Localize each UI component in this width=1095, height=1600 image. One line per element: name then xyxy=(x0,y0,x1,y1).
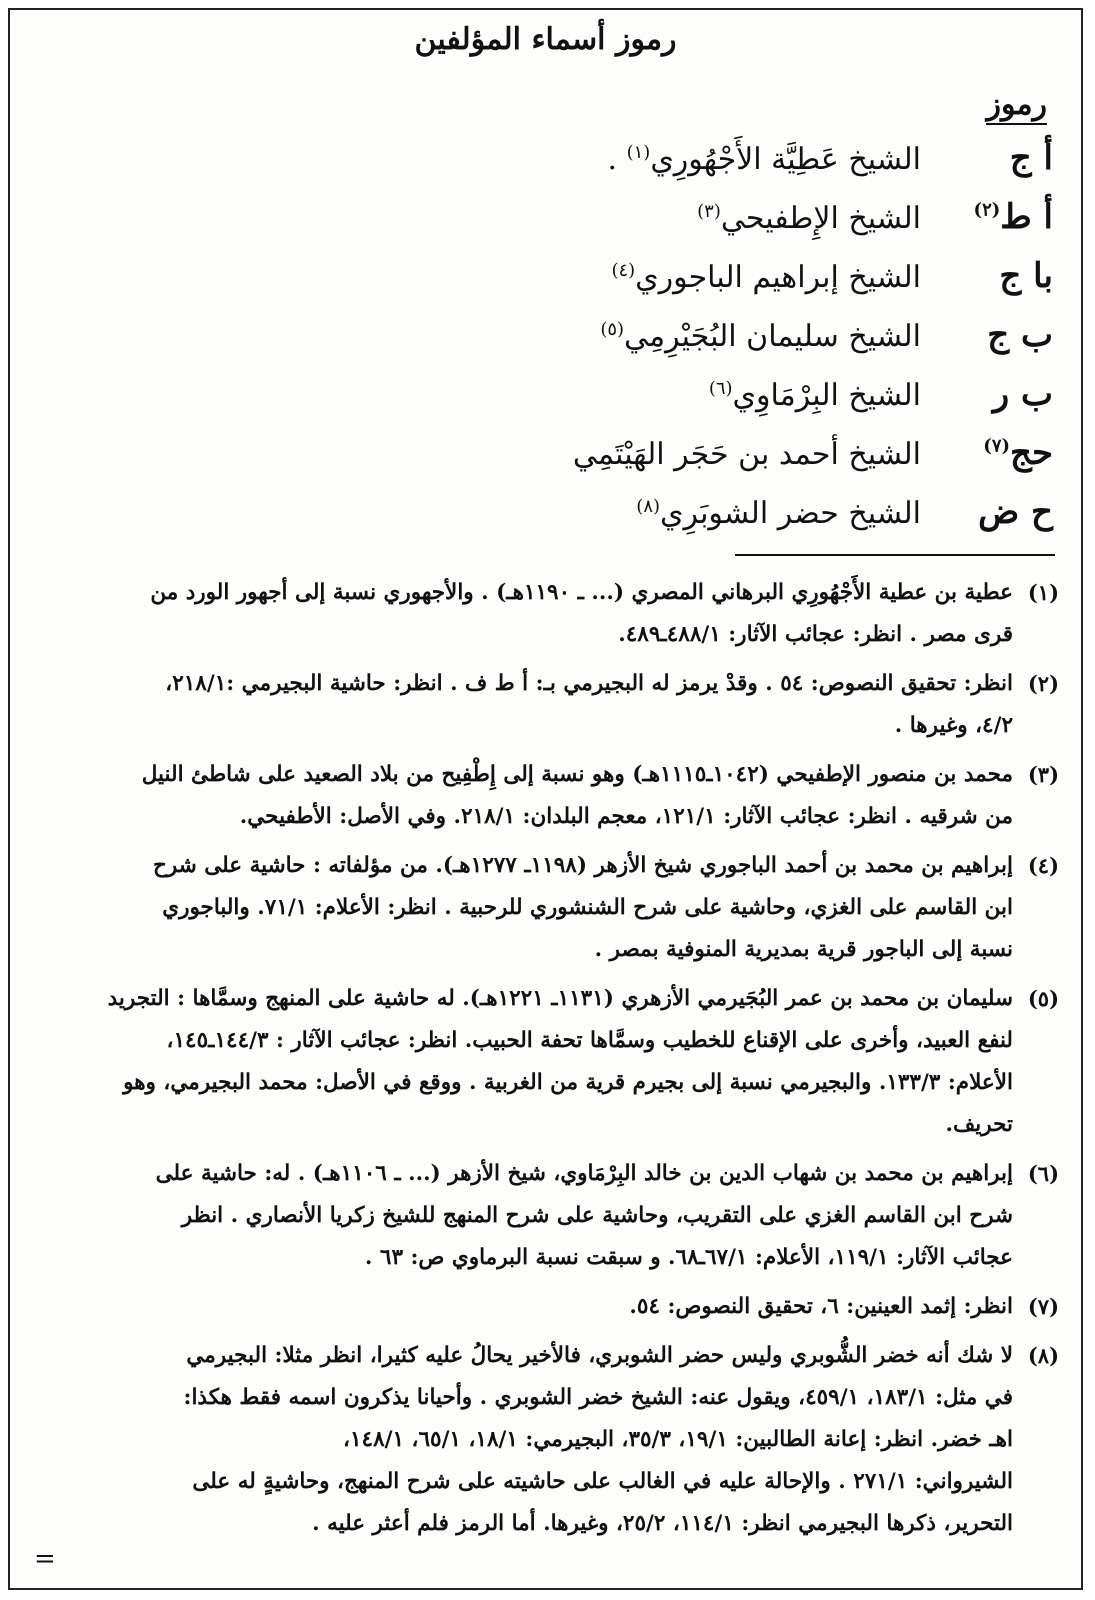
footnote-line: ابن القاسم على الغزي، وحاشية على شرح الشنشوري للرحبية . انظر: الأعلام: ٧١/١. والباجوري xyxy=(162,895,1013,920)
footnote-line: في مثل: ١٨٣/١، ٤٥٩/١، ويقول عنه: الشيخ خضر الشوبري . وأحيانا يذكرون اسمه فقط هكذا: xyxy=(183,1385,1013,1410)
footnote xyxy=(31,1286,1059,1328)
author-name xyxy=(253,319,921,354)
abbreviation-code xyxy=(921,433,1053,473)
abbreviation-code-text: أ ج xyxy=(1009,138,1053,178)
abbreviation-row xyxy=(253,492,1053,551)
footnote xyxy=(31,845,1059,971)
footnote xyxy=(31,1335,1059,1545)
author-name xyxy=(253,437,921,472)
footnote-line: ٤/٢، وغيرها . xyxy=(894,713,1013,738)
footnote-line: شرح ابن القاسم الغزي على التقريب، وحاشية على شرح المنهج للشيخ زكريا الأنصاري . انظر xyxy=(181,1203,1013,1228)
footnote-number: (٥) xyxy=(1027,986,1059,1011)
abbreviation-code xyxy=(921,492,1053,532)
abbreviation-row xyxy=(253,374,1053,433)
author-name-text: الشيخ عَطِيَّة الأَجْهُورِي xyxy=(650,142,921,177)
footnote-line: لنفع العبيد، وأخرى على الإقناع للخطيب وسمَّاها تحفة الحبيب. انظر: عجائب الآثار : ١٤٤/٣ـ١٤٥، xyxy=(166,1028,1013,1053)
footnote xyxy=(31,572,1059,656)
footnote-number: (١) xyxy=(1027,580,1059,605)
abbreviation-code xyxy=(921,256,1053,296)
abbreviations-list xyxy=(253,138,1053,551)
abbreviation-code xyxy=(921,138,1053,178)
author-name xyxy=(253,260,921,295)
footnote-text xyxy=(31,978,1013,1146)
abbreviation-code-text: ح ض xyxy=(978,492,1053,532)
footnote-line: من شرقيه . انظر: عجائب الآثار: ١٢١/١، معجم البلدان: ٢١٨/١. وفي الأصل: الأطفيحي. xyxy=(239,804,1013,829)
document-page xyxy=(8,8,1083,1590)
footnote-line: إبراهيم بن محمد بن أحمد الباجوري شيخ الأزهر (١١٩٨ـ ١٢٧٧هـ). من مؤلفاته : حاشية على شرح xyxy=(153,853,1013,878)
footnote-ref: (٥) xyxy=(600,319,625,340)
footnote-number: (٦) xyxy=(1027,1161,1059,1186)
abbreviation-code-text: ب ر xyxy=(992,374,1053,414)
author-name xyxy=(253,142,921,177)
footnote-line: انظر: تحقيق النصوص: ٥٤ . وقدْ يرمز له البجيرمي بـ: أ ط ف . انظر: حاشية البجيرمي :٢١٨/١، xyxy=(165,671,1013,696)
footnote-text xyxy=(31,663,1013,747)
abbreviation-row xyxy=(253,256,1053,315)
footnote-number: (٤) xyxy=(1027,853,1059,878)
footnotes-section xyxy=(31,572,1059,1552)
footnote-ref: (٨) xyxy=(636,496,661,517)
page-title: رموز أسماء المؤلفين xyxy=(414,22,677,57)
footnote xyxy=(31,978,1059,1146)
abbreviation-row xyxy=(253,138,1053,197)
author-name xyxy=(253,201,921,236)
footnote-number: (٧) xyxy=(1027,1294,1059,1319)
footnote-number: (٣) xyxy=(1027,762,1059,787)
abbreviation-code-text: با ج xyxy=(999,256,1053,296)
footnote-ref: (٤) xyxy=(611,260,636,281)
footnote-line: إبراهيم بن محمد بن شهاب الدين بن خالد البِرْمَاوي، شيخ الأزهر (... ـ ١١٠٦هـ) . له: حاشية على xyxy=(155,1161,1013,1186)
footnote-separator xyxy=(735,554,1055,556)
abbreviation-code xyxy=(921,315,1053,355)
abbreviation-row xyxy=(253,433,1053,492)
footnote-text xyxy=(31,1335,1013,1545)
abbreviation-row xyxy=(253,315,1053,374)
footnote-ref: (٣) xyxy=(697,201,721,222)
abbreviation-code-text: ب ج xyxy=(987,315,1053,355)
footnote-line: عجائب الآثار: ١١٩/١، الأعلام: ٦٧/١ـ٦٨. و سبقت نسبة البرماوي ص: ٦٣ . xyxy=(364,1245,1013,1270)
footnote-ref: (١) xyxy=(626,142,651,163)
author-name-text: الشيخ إبراهيم الباجوري xyxy=(635,260,921,295)
footnote-ref: (٦) xyxy=(708,378,733,399)
abbreviation-code-text: حج xyxy=(1010,433,1053,473)
footnote-line: محمد بن منصور الإطفيحي (١٠٤٢ـ١١١٥هـ) وهو نسبة إلى إِطْفِيح من بلاد الصعيد على شاطئ النيل xyxy=(141,762,1013,787)
footnote-line: انظر: إثمد العينين: ٦، تحقيق النصوص: ٥٤. xyxy=(629,1294,1013,1319)
footnote-number: (٢) xyxy=(1027,671,1059,696)
author-name-text: الشيخ الإِطفيحي xyxy=(720,201,921,236)
abbreviations-heading: رموز xyxy=(986,88,1047,125)
footnote-line: الشيرواني: ٢٧١/١ . والإحالة عليه في الغالب على حاشيته على شرح المنهج، وحاشيةٍ له على xyxy=(192,1469,1013,1494)
footnote-line: اهـ خضر. انظر: إعانة الطالبين: ١٩/١، ٣٥/٣، البجيرمي: ١٨/١، ٦٥/١، ١٤٨/١، xyxy=(343,1427,1013,1452)
author-name-text: الشيخ سليمان البُجَيْرِمِي xyxy=(624,319,921,354)
author-name xyxy=(253,378,921,413)
footnote-line: تحريف. xyxy=(945,1112,1013,1137)
footnote-text xyxy=(31,1153,1013,1279)
footnote-line: قرى مصر . انظر: عجائب الآثار: ٤٨٨/١ـ٤٨٩. xyxy=(618,622,1013,647)
author-name-text: الشيخ البِرْمَاوِي xyxy=(732,378,921,413)
footnote-text xyxy=(31,1286,1013,1328)
footnote-line: لا شك أنه خضر الشُّوبري وليس حضر الشوبري، فالأخير يحالُ عليه كثيرا، انظر مثلا: البجيرمي xyxy=(186,1343,1013,1368)
author-name xyxy=(253,496,921,531)
footnote-line: عطية بن عطية الأَجْهُورِي البرهاني المصري (... ـ ١١٩٠هـ) . والأجهوري نسبة إلى أجهور الورد من xyxy=(150,580,1013,605)
author-name-text: الشيخ حضر الشوبَرِي xyxy=(660,496,921,531)
footnote-ref: (٢) xyxy=(973,199,1001,221)
footnote-line: سليمان بن محمد بن عمر البُجَيرمي الأزهري (١١٣١ـ ١٢٢١هـ). له حاشية على المنهج وسمَّاها : التجريد xyxy=(107,986,1013,1011)
footnote-line: الأعلام: ١٣٣/٣. والبجيرمي نسبة إلى بجيرم قرية من الغربية . ووقع في الأصل: محمد البجيرمي، وهو xyxy=(123,1070,1013,1095)
footnote-line: التحرير، ذكرها البجيرمي انظر: ١١٤/١، ٢٥/٢، وغيرها. أما الرمز فلم أعثر عليه . xyxy=(312,1511,1013,1536)
footnote xyxy=(31,754,1059,838)
footnote-text xyxy=(31,572,1013,656)
footnote xyxy=(31,1153,1059,1279)
author-name-text: الشيخ أحمد بن حَجَر الهَيْتَمِي xyxy=(572,437,921,472)
author-name-tail: . xyxy=(607,142,627,177)
footnote-text xyxy=(31,845,1013,971)
abbreviation-code-text: أ ط xyxy=(1000,197,1053,237)
continuation-mark: = xyxy=(34,1544,56,1574)
footnote-text xyxy=(31,754,1013,838)
abbreviation-code xyxy=(921,197,1053,237)
footnote-ref: (٧) xyxy=(983,435,1011,457)
footnote-line: نسبة إلى الباجور قرية بمديرية المنوفية بمصر . xyxy=(594,937,1013,962)
abbreviation-code xyxy=(921,374,1053,414)
abbreviation-row xyxy=(253,197,1053,256)
footnote-number: (٨) xyxy=(1027,1343,1059,1368)
footnote xyxy=(31,663,1059,747)
